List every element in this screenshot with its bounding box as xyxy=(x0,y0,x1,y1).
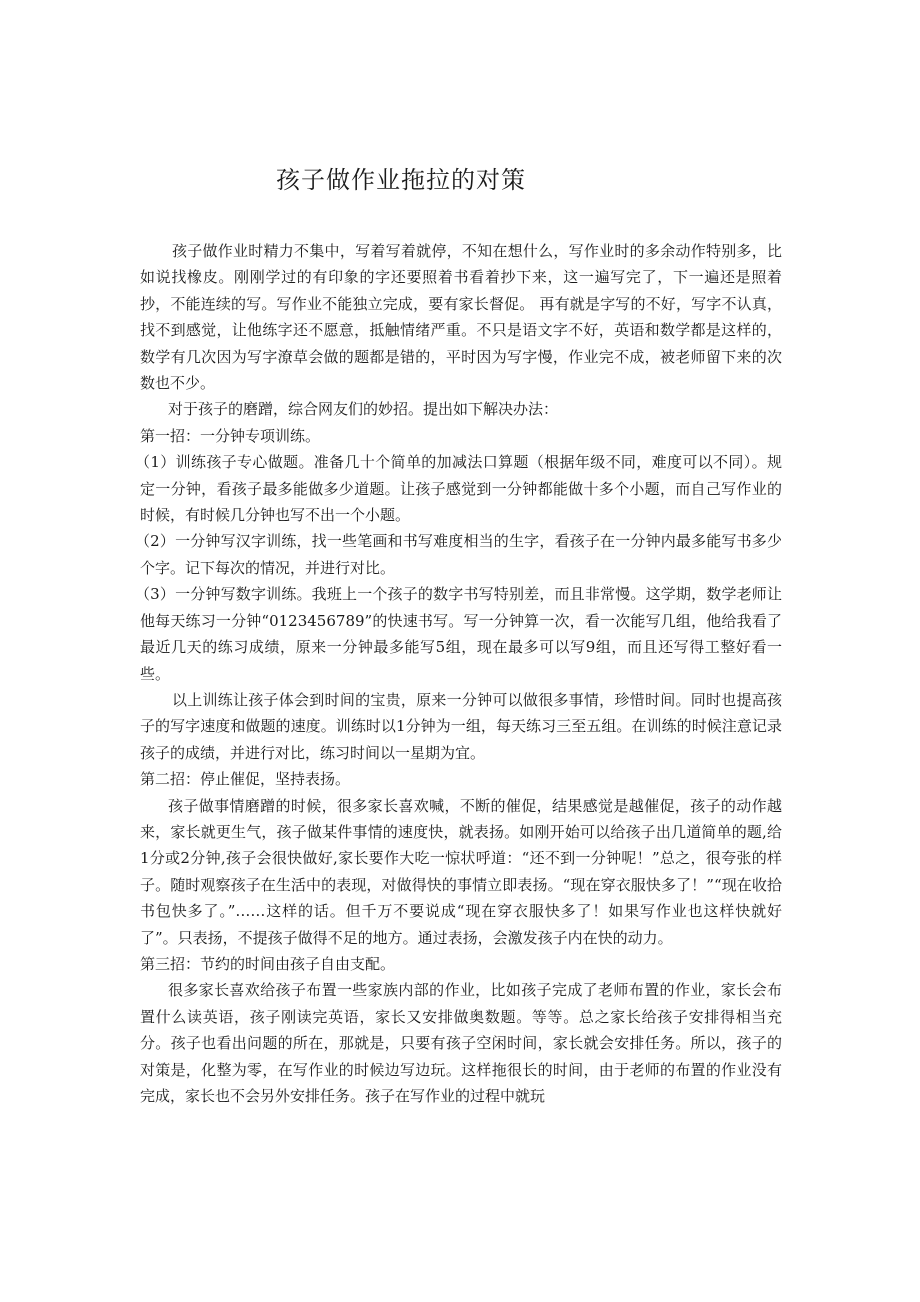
training-item-1: （1）训练孩子专心做题。准备几十个简单的加减法口算题（根据年级不同，难度可以不同）。规定一分钟，看孩子最多能做多少道题。让孩子感觉到一分钟都能做十多个小题，而自己写作业的时候，有时候几分钟也写不出一个小题。 xyxy=(135,453,782,525)
free-time-paragraph: 很多家长喜欢给孩子布置一些家族内部的作业，比如孩子完成了老师布置的作业，家长会布置什么读英语，孩子刚读完英语，家长又安排做奥数题。等等。总之家长给孩子安排得相当充分。孩子也看出问题的所在，那就是，只要有孩子空闲时间，家长就会安排任务。所以，孩子的对策是，化整为零，在写作业的时候边写边玩。这样拖很长的时间，由于老师的布置的作业没有完成，家长也不会另外安排任务。孩子在写作业的过程中就玩 xyxy=(140,981,782,1105)
document-title: 孩子做作业拖拉的对策 xyxy=(276,166,526,194)
training-item-2: （2）一分钟写汉字训练，找一些笔画和书写难度相当的生字，看孩子在一分钟内最多能写书多少个字。记下每次的情况，并进行对比。 xyxy=(135,532,782,577)
section-heading-3: 第三招：节约的时间由孩子自由支配。 xyxy=(140,954,396,973)
section-heading-1: 第一招：一分钟专项训练。 xyxy=(140,426,321,445)
training-item-3: （3）一分钟写数字训练。我班上一个孩子的数字书写特别差，而且非常慢。这学期，数学老师让他每天练习一分钟“0123456789”的快速书写。写一分钟算一次，看一次能写几组，他给我看了最近几天的练习成绩，原来一分钟最多能写5组，现在最多可以写9组，而且还写得工整好看一些。 xyxy=(135,585,782,683)
intro-paragraph: 孩子做作业时精力不集中，写着写着就停，不知在想什么，写作业时的多余动作特别多，比如说找橡皮。刚刚学过的有印象的字还要照着书看着抄下来，这一遍写完了，下一遍还是照着抄，不能连续的写。写作业不能独立完成，要有家长督促。 再有就是字写的不好，写字不认真，找不到感觉，让他练字还不愿意，抵触情绪严重。不只是语文字不好，英语和数学都是这样的，数学有几次因为写字潦草会做的题都是错的，平时因为写字慢，作业完不成，被老师留下来的次数也不少。 xyxy=(140,242,782,393)
training-summary-paragraph: 以上训练让孩子体会到时间的宝贵，原来一分钟可以做很多事情，珍惜时间。同时也提高孩子的写字速度和做题的速度。训练时以1分钟为一组，每天练习三至五组。在训练的时候注意记录孩子的成绩，并进行对比，练习时间以一星期为宜。 xyxy=(140,690,782,762)
solutions-lead-paragraph: 对于孩子的磨蹭，综合网友们的妙招。提出如下解决办法： xyxy=(168,400,559,419)
document-body xyxy=(135,238,782,1109)
section-heading-2: 第二招：停止催促，坚持表扬。 xyxy=(140,770,351,789)
praise-paragraph: 孩子做事情磨蹭的时候，很多家长喜欢喊，不断的催促，结果感觉是越催促，孩子的动作越来，家长就更生气，孩子做某件事情的速度快，就表扬。如刚开始可以给孩子出几道简单的题,给1分或2分钟,孩子会很快做好,家长要作大吃一惊状呼道：“还不到一分钟呢！”总之，很夸张的样子。随时观察孩子在生活中的表现，对做得快的事情立即表扬。“现在穿衣服快多了！”“现在收拾书包快多了。”……这样的话。但千万不要说成“现在穿衣服快多了！如果写作业也这样快就好了”。只表扬，不提孩子做得不足的地方。通过表扬，会激发孩子内在快的动力。 xyxy=(140,796,782,947)
